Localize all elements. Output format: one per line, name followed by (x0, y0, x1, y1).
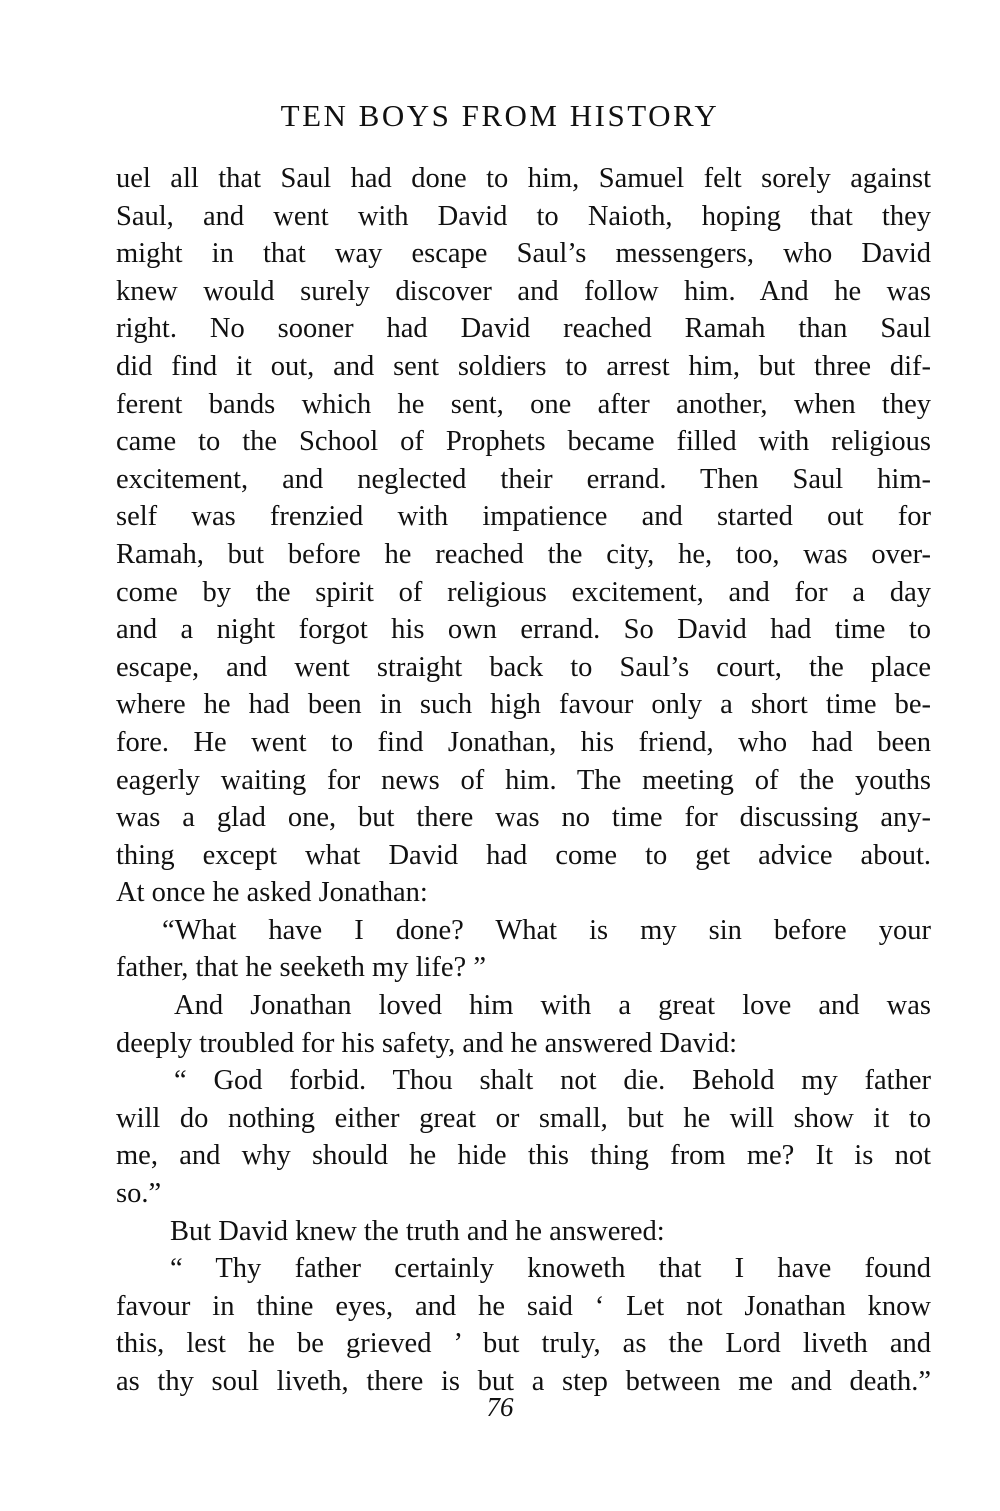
text-line: will do nothing either great or small, but he will show it to (116, 1102, 931, 1134)
text-line: fore. He went to find Jonathan, his friend, who had been (116, 726, 931, 758)
text-line: “ God forbid. Thou shalt not die. Behold my father (174, 1065, 931, 1097)
text-line: deeply troubled for his safety, and he answered David: (116, 1027, 737, 1059)
text-line: and a night forgot his own errand. So David had time to (116, 614, 931, 646)
page-number: 76 (486, 1392, 514, 1422)
text-line: as thy soul liveth, there is but a step between me and death.” (116, 1366, 931, 1397)
text-line: this, lest he be grieved ’ but truly, as the Lord liveth and (116, 1328, 931, 1360)
text-line: me, and why should he hide this thing from me? It is not (116, 1140, 931, 1172)
text-line: thing except what David had come to get advice about. (116, 839, 931, 871)
text-line: eagerly waiting for news of him. The meeting of the youths (116, 764, 931, 796)
text-line: ferent bands which he sent, one after another, when they (116, 388, 931, 420)
text-line: “ Thy father certainly knoweth that I have found (170, 1253, 931, 1285)
text-line: might in that way escape Saul’s messengers, who David (116, 238, 931, 270)
text-line: knew would surely discover and follow him. And he was (116, 275, 931, 307)
text-line: so.” (116, 1178, 162, 1210)
text-line: father, that he seeketh my life? ” (116, 952, 486, 984)
text-line: excitement, and neglected their errand. Then Saul him- (116, 463, 931, 495)
text-line: Ramah, but before he reached the city, he, too, was over- (116, 538, 931, 570)
text-line: At once he asked Jonathan: (116, 877, 428, 909)
text-line: “What have I done? What is my sin before your (162, 914, 931, 946)
text-line: Saul, and went with David to Naioth, hoping that they (116, 200, 931, 232)
text-line: come by the spirit of religious excitement, and for a day (116, 576, 931, 608)
text-line: was a glad one, but there was no time for discussing any- (116, 802, 931, 834)
text-line: escape, and went straight back to Saul’s court, the place (116, 651, 931, 683)
text-line: did find it out, and sent soldiers to arrest him, but three dif- (116, 350, 931, 382)
text-line: uel all that Saul had done to him, Samuel felt sorely against (116, 163, 931, 194)
text-line: self was frenzied with impatience and started out for (116, 501, 931, 533)
text-line: right. No sooner had David reached Ramah than Saul (116, 313, 931, 345)
body-text (116, 160, 931, 1401)
text-line: came to the School of Prophets became filled with religious (116, 426, 931, 458)
text-line: And Jonathan loved him with a great love and was (174, 990, 931, 1022)
text-line: But David knew the truth and he answered: (170, 1215, 665, 1247)
running-head: TEN BOYS FROM HISTORY (280, 98, 720, 133)
text-line: where he had been in such high favour only a short time be- (116, 689, 931, 721)
text-line: favour in thine eyes, and he said ‘ Let not Jonathan know (116, 1290, 931, 1322)
